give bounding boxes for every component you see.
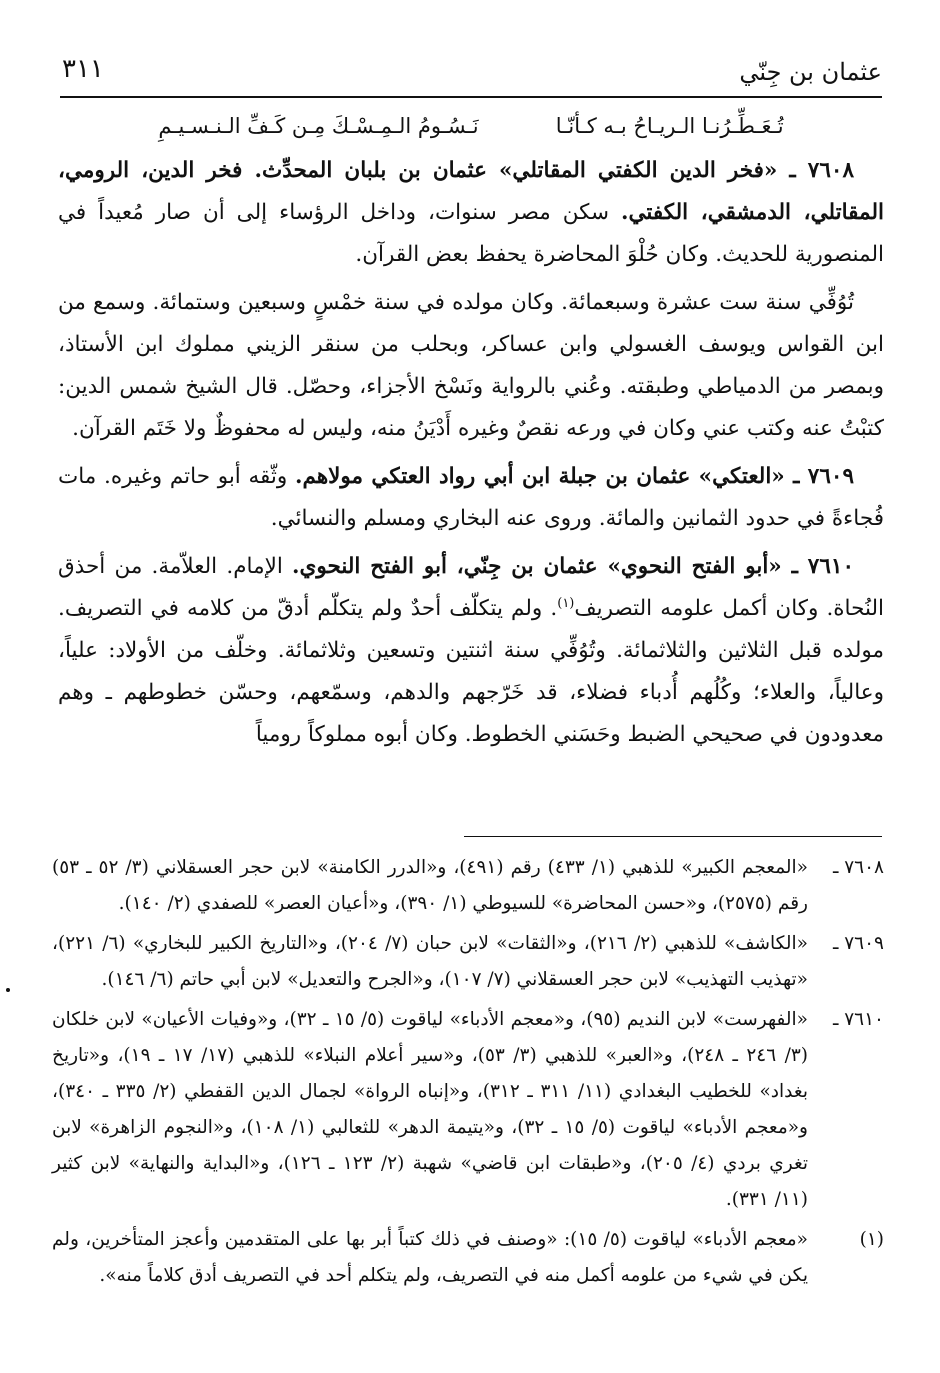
footnotes (52, 850, 884, 1294)
footnote-label: ٧٦٠٨ ـ (832, 857, 884, 878)
entry-text: تُوُفِّي سنة ست عشرة وسبعمائة. وكان مولده في سنة خمْسٍ وسبعين وستمائة. وسمع من ابن القواس ويوسف الغسولي وابن عساكر، وبحلب من سنقر الزيني مملوك ابن الأستاذ، وبمصر من الدمياطي وطبقته. وعُني بالرواية ونَسْخ الأجزاء، وحصّل. قال الشيخ شمس الدين: كتبْتُ عنه وكتب عني وكان في ورعه نقصٌ وغيره أَدْيَنُ منه، وليس له محفوظٌ ولا خَتَم القرآن. (58, 290, 884, 441)
footnote-1 (52, 1222, 884, 1294)
footnote-text: «معجم الأدباء» لياقوت (٥/ ١٥): «وصنف في ذلك كتباً أبر بها على المتقدمين وأعجز المتأخرين، ولم يكن في شيء من علومه أكمل منه في التصريف، ولم يتكلم أحد في التصريف أدق كلاماً منه». (52, 1229, 808, 1286)
footnote-label: ٧٦٠٩ ـ (832, 933, 884, 954)
verse-hemistich-1: تُـعَـطِّـرُنـا الـريـاحُ بـه كـأنّـا (555, 114, 784, 138)
footnote-7609 (52, 926, 884, 998)
footnote-text: «المعجم الكبير» للذهبي (١/ ٤٣٣) رقم (٤٩١)، و«الدرر الكامنة» لابن حجر العسقلاني (٣/ ٥٢ ـ ٥٣) رقم (٢٥٧٥)، و«حسن المحاضرة» للسيوطي (١/ ٣٩٠)، و«أعيان العصر» للصفدي (٢/ ١٤٠). (52, 857, 809, 914)
footnote-label: (١) (859, 1229, 884, 1250)
footnote-label: ٧٦١٠ ـ (832, 1009, 884, 1030)
entry-heading: ٧٦٠٨ ـ «فخر الدين الكفتي المقاتلي» عثمان بن بلبان المحدِّث. فخر الدين، الرومي، المقاتلي، الدمشقي، الكفتي. (58, 158, 884, 225)
entry-7609 (58, 456, 884, 540)
entry-7608-continued (58, 282, 884, 450)
footnote-reference[interactable]: (١) (557, 595, 575, 611)
footnote-7608 (52, 850, 884, 922)
footnote-text: «الكاشف» للذهبي (٢/ ٢١٦)، و«الثقات» لابن حبان (٧/ ٢٠٤)، و«التاريخ الكبير للبخاري» (٦/ ٢٢١)، «تهذيب التهذيب» لابن حجر العسقلاني (٧/ ١٠٧)، و«الجرح والتعديل» لابن أبي حاتم (٦/ ١٤٦). (52, 933, 808, 990)
page-header (60, 50, 882, 98)
entry-heading: ٧٦٠٩ ـ «العتكي» عثمان بن جبلة ابن أبي رواد العتكي مولاهم. (295, 464, 854, 489)
main-text (58, 104, 884, 756)
page-number: ٣١١ (62, 54, 104, 84)
entry-7608 (58, 150, 884, 276)
entry-7610 (58, 546, 884, 756)
entry-text: وثّقه أبو حاتم وغيره. مات فُجاءةً في حدود الثمانين والمائة. وروى عنه البخاري ومسلم والنسائي. (58, 464, 884, 531)
footnote-text: «الفهرست» لابن النديم (٩٥)، و«معجم الأدباء» لياقوت (٥/ ١٥ ـ ٣٢)، و«وفيات الأعيان» لابن خلكان (٣/ ٢٤٦ ـ ٢٤٨)، و«العبر» للذهبي (٣/ ٥٣)، و«سير أعلام النبلاء» للذهبي (١٧/ ١٧ ـ ١٩)، و«تاريخ بغداد» للخطيب البغدادي (١١/ ٣١١ ـ ٣١٢)، و«إنباه الرواة» لجمال الدين القفطي (٢/ ٣٣٥ ـ ٣٤٠)، و«معجم الأدباء» لياقوت (٥/ ١٥ ـ ٣٢)، و«يتيمة الدهر» للثعالبي (١/ ١٠٨)، و«النجوم الزاهرة» لابن تغري بردي (٤/ ٢٠٥)، و«طبقات ابن قاضي» شهبة (٢/ ١٢٣ ـ ١٢٦)، و«البداية والنهاية» لابن كثير (١١/ ٣٣١). (52, 1009, 809, 1210)
footnote-separator (464, 836, 882, 837)
running-head: عثمان بن جِنّي (739, 58, 882, 86)
entry-text: الإمام. العلاّمة. من أحذق النُحاة. وكان أكمل علومه التصريف (58, 554, 884, 621)
entry-text: سكن مصر سنوات، وداخل الرؤساء إلى أن صار مُعيداً في المنصورية للحديث. وكان حُلْوَ المحاضرة يحفظ بعض القرآن. (58, 200, 884, 267)
footnote-7610 (52, 1002, 884, 1218)
entry-heading: ٧٦١٠ ـ «أبو الفتح النحوي» عثمان بن جِنّي، أبو الفتح النحوي. (292, 554, 854, 579)
verse-hemistich-2: نَـسُـومُ الـمِـسْـكَ مِـن كَـفِّ الـنـسـيـمِ (158, 114, 479, 138)
poetry-verse (58, 104, 884, 148)
entry-text: . ولم يتكلّف أحدٌ ولم يتكلّم أدقّ من كلامه في التصريف. مولده قبل الثلاثين والثلاثمائة. وتُوُفِّي سنة اثنتين وتسعين وثلاثمائة. وخلّف من الأولاد: علياً، وعالياً، والعلاء؛ وكُلُهم أُدباء فضلاء، قد خَرّجهم والدهم، وسمّعهم، وحسّن خطوطهم ـ وهم معدودون في صحيحي الضبط وحَسَني الخطوط. وكان أبوه مملوكاً رومياً (58, 596, 884, 747)
scan-speck (6, 988, 10, 992)
